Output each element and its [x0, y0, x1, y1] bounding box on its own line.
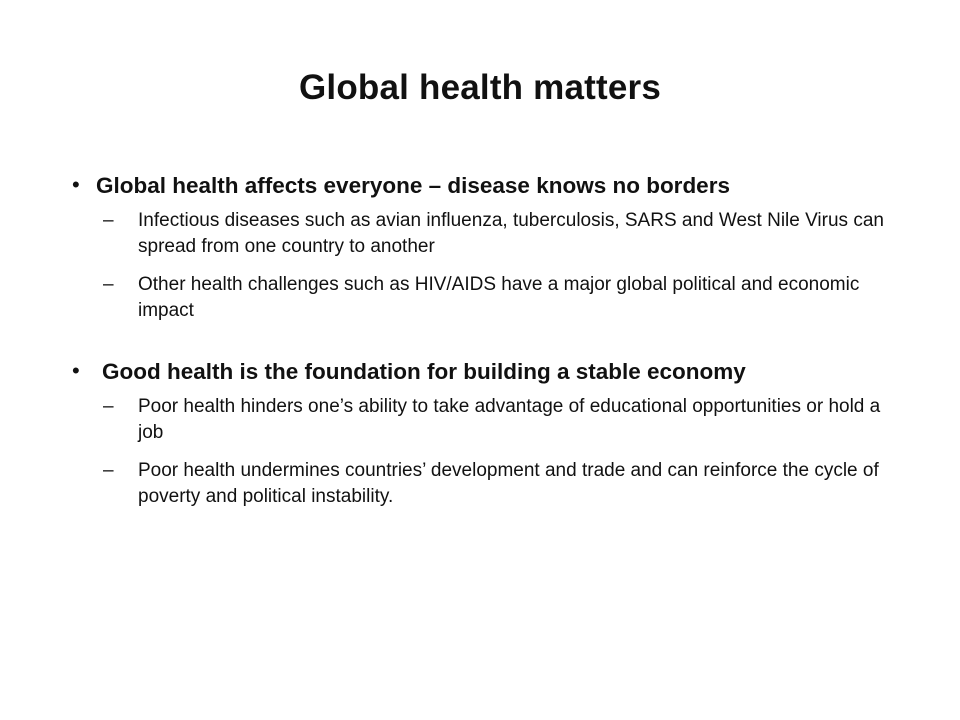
bullet-heading [72, 358, 902, 385]
bullet-group-1 [72, 172, 902, 324]
sub-item [72, 458, 902, 510]
dash-icon: – [103, 460, 114, 481]
sub-item [72, 272, 902, 324]
sub-list [72, 208, 902, 324]
bullet-heading [72, 172, 902, 199]
bullet-group-2 [72, 358, 902, 510]
bullet-heading-text: Good health is the foundation for building a stable economy [102, 359, 746, 384]
dash-icon: – [103, 274, 114, 295]
sub-item-text: Poor health undermines countries’ development and trade and can reinforce the cycle of poverty and political instability. [138, 460, 879, 507]
sub-item-text: Poor health hinders one’s ability to take advantage of educational opportunities or hold a job [138, 396, 881, 443]
bullet-heading-text: Global health affects everyone – disease knows no borders [96, 173, 730, 198]
sub-list [72, 394, 902, 510]
sub-item-text: Other health challenges such as HIV/AIDS have a major global political and economic impact [138, 274, 860, 321]
sub-item [72, 208, 902, 260]
slide-body [72, 172, 902, 522]
dash-icon: – [103, 210, 114, 231]
sub-item [72, 394, 902, 446]
sub-item-text: Infectious diseases such as avian influenza, tuberculosis, SARS and West Nile Virus can spread from one country to another [138, 210, 884, 257]
bullet-icon: • [72, 358, 80, 383]
slide-title: Global health matters [298, 68, 662, 107]
dash-icon: – [103, 396, 114, 417]
bullet-icon: • [72, 172, 80, 197]
